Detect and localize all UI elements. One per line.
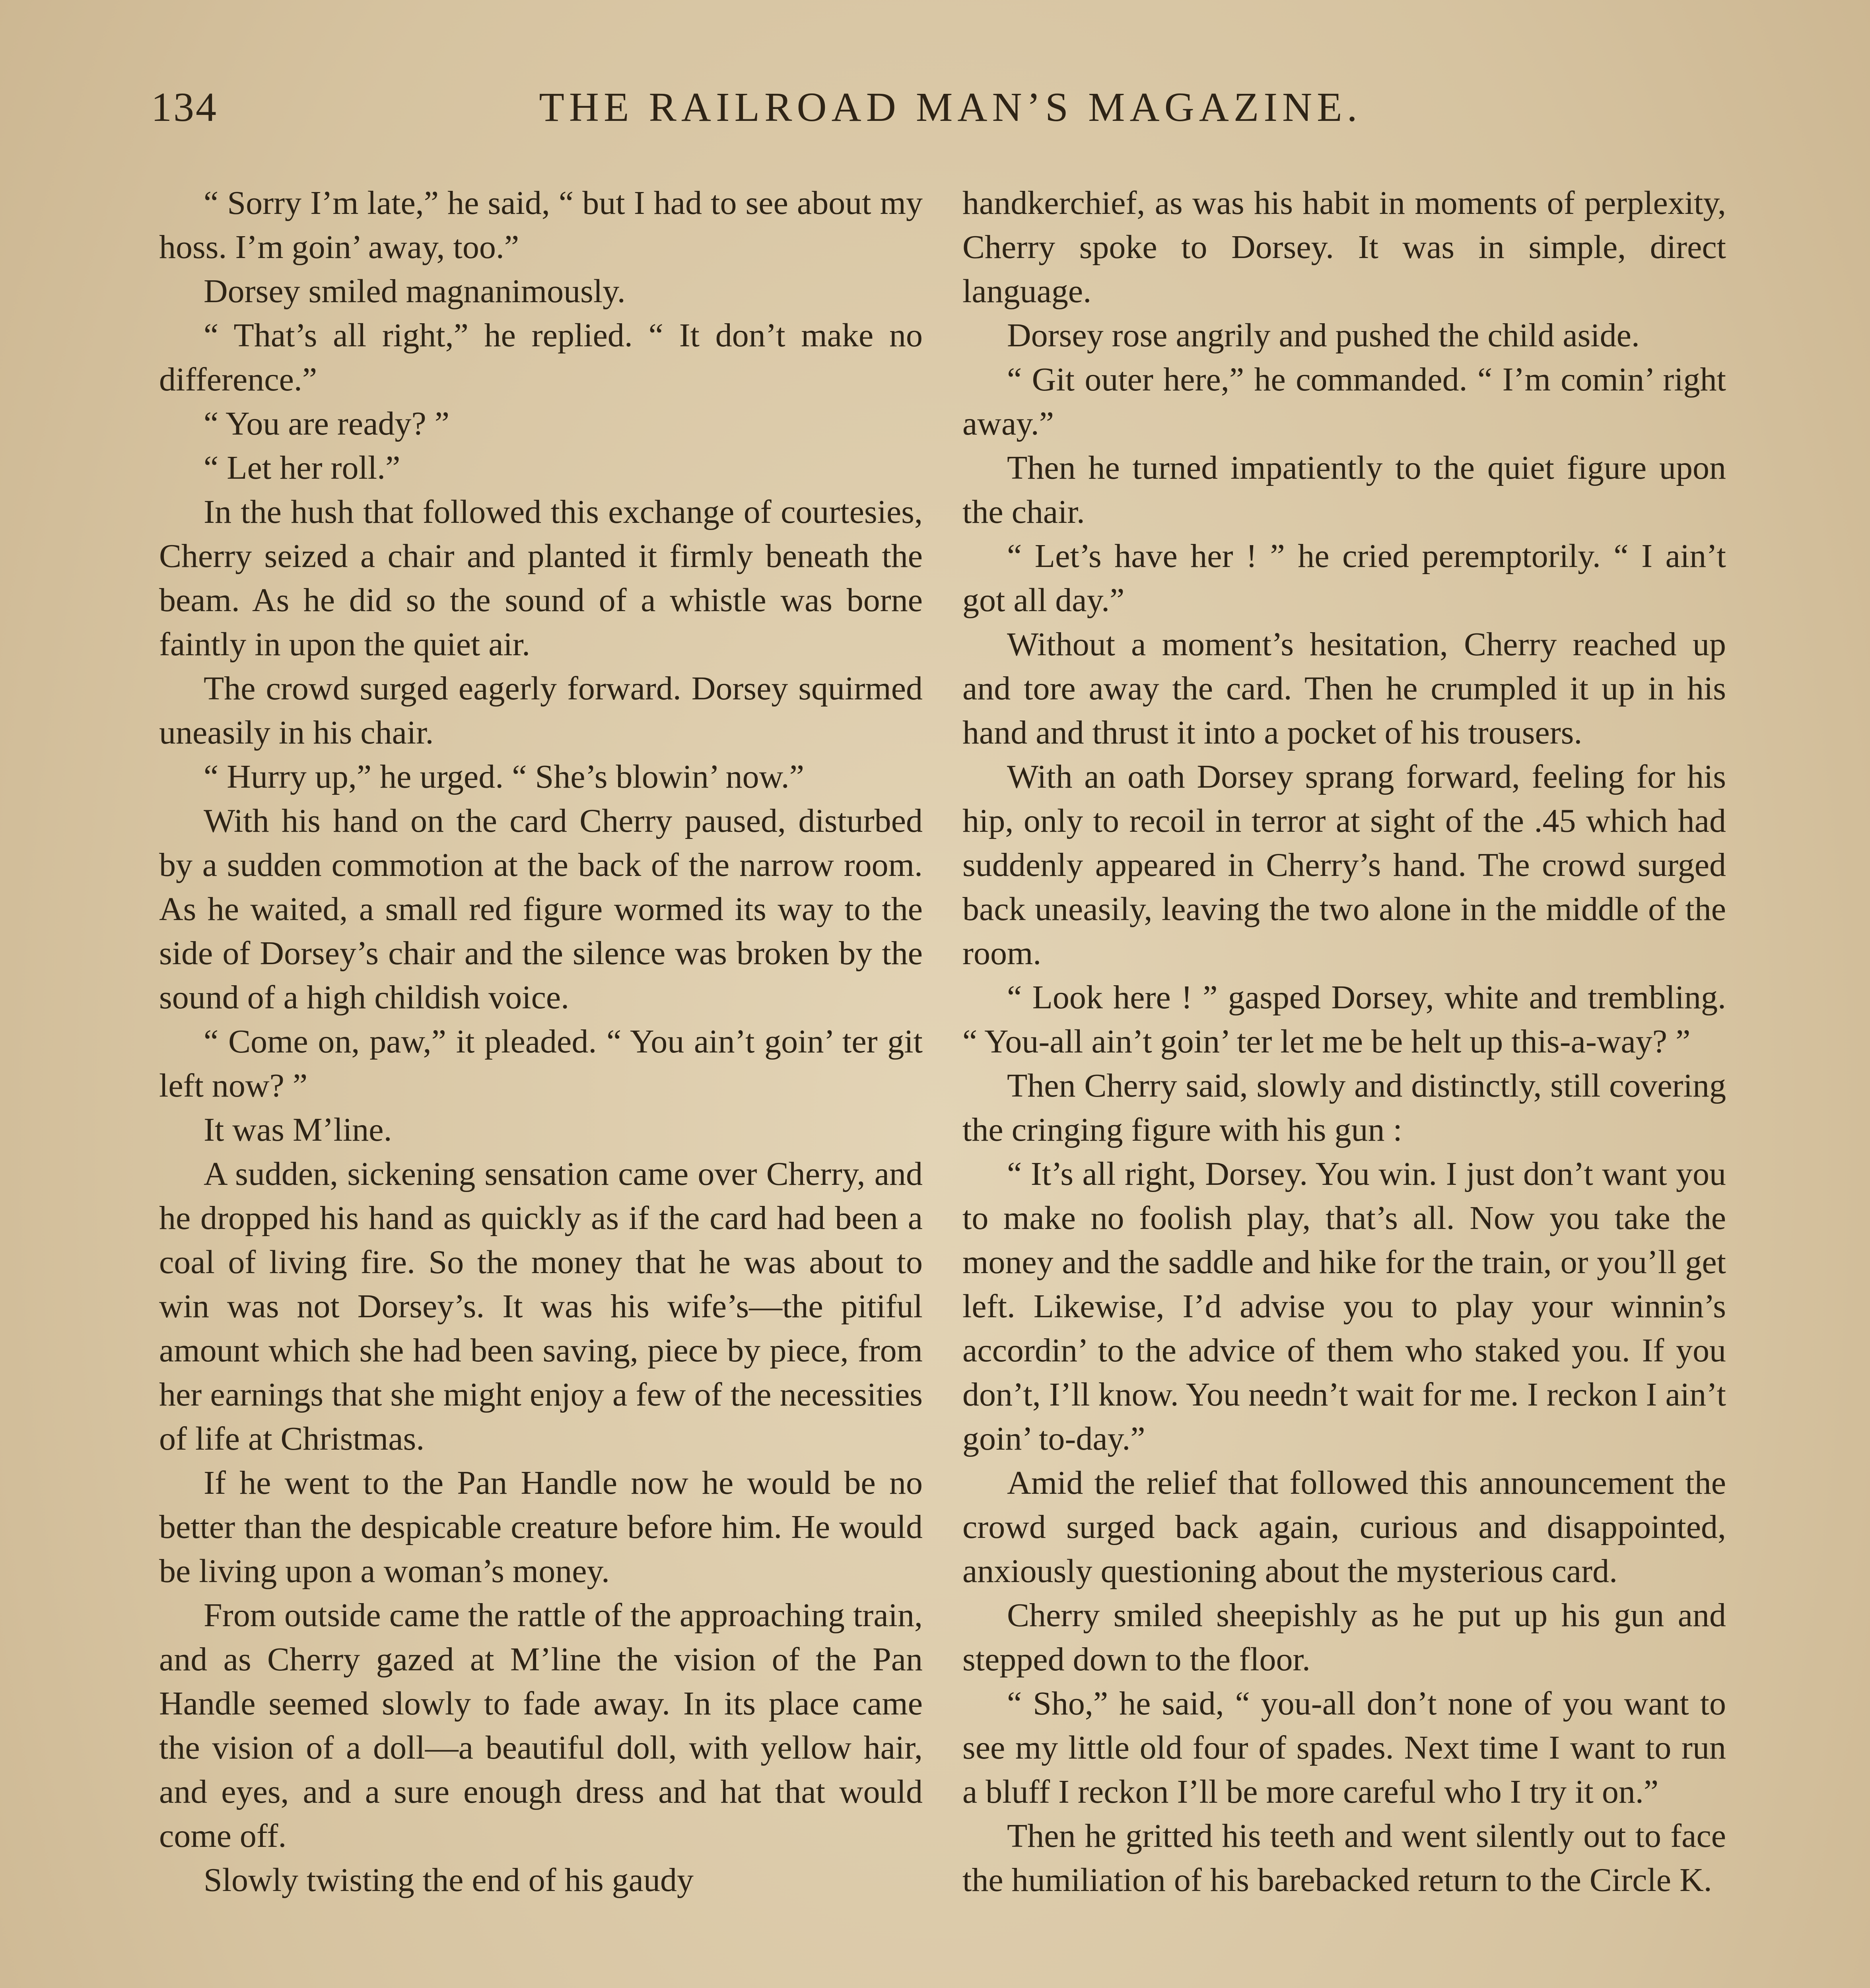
paragraph: “ You are ready? ”	[204, 405, 450, 442]
right-text-column	[962, 181, 1726, 1902]
paragraph: “ Look here ! ” gasped Dorsey, white and trembling. “ You-all ain’t goin’ ter let me be helt up this-a-way? ”	[962, 979, 1726, 1060]
paragraph: Then Cherry said, slowly and distinctly, still covering the cringing figure with his gun :	[962, 1067, 1726, 1148]
paragraph: Dorsey smiled magnanimously.	[204, 273, 626, 310]
paragraph: Then he gritted his teeth and went silently out to face the humiliation of his barebacked return to the Circle K.	[962, 1817, 1726, 1899]
paragraph: With an oath Dorsey sprang forward, feeling for his hip, only to recoil in terror at sight of the .45 which had suddenly appeared in Cherry’s hand. The crowd surged back uneasily, leaving the two alone in the middle of the room.	[962, 758, 1726, 972]
paragraph: Then he turned impatiently to the quiet figure upon the chair.	[962, 449, 1726, 530]
paragraph: “ Let’s have her ! ” he cried peremptorily. “ I ain’t got all day.”	[962, 538, 1726, 619]
paragraph: “ Git outer here,” he commanded. “ I’m comin’ right away.”	[962, 361, 1726, 442]
paragraph: With his hand on the card Cherry paused, disturbed by a sudden commotion at the back of the narrow room. As he waited, a small red figure wormed its way to the side of Dorsey’s chair and the silence was broken by the sound of a high childish voice.	[159, 802, 923, 1016]
paragraph: “ That’s all right,” he replied. “ It don’t make no difference.”	[159, 317, 923, 398]
paragraph: Dorsey rose angrily and pushed the child aside.	[1007, 317, 1640, 354]
paragraph: The crowd surged eagerly forward. Dorsey squirmed uneasily in his chair.	[159, 670, 923, 751]
paragraph: If he went to the Pan Handle now he would be no better than the despicable creature before him. He would be living upon a woman’s money.	[159, 1464, 923, 1590]
paragraph: handkerchief, as was his habit in moments of perplexity, Cherry spoke to Dorsey. It was in simple, direct language.	[962, 184, 1726, 310]
paragraph: From outside came the rattle of the approaching train, and as Cherry gazed at M’line the vision of the Pan Handle seemed slowly to fade away. In its place came the vision of a doll—a beautiful doll, with yellow hair, and eyes, and a sure enough dress and hat that would come off.	[159, 1597, 923, 1854]
paragraph: “ Sorry I’m late,” he said, “ but I had to see about my hoss. I’m goin’ away, too.”	[159, 184, 923, 266]
running-title: THE RAILROAD MAN’S MAGAZINE.	[539, 84, 1362, 130]
paragraph: In the hush that followed this exchange of courtesies, Cherry seized a chair and planted it firmly beneath the beam. As he did so the sound of a whistle was borne faintly in upon the quiet air.	[159, 493, 923, 663]
page-number: 134	[151, 84, 218, 130]
paragraph: Amid the relief that followed this announcement the crowd surged back again, curious and disappointed, anxiously questioning about the mysterious card.	[962, 1464, 1726, 1590]
paragraph: “ Sho,” he said, “ you-all don’t none of you want to see my little old four of spades. Next time I want to run a bluff I reckon I’ll be more careful who I try it on.”	[962, 1685, 1726, 1810]
paragraph: “ Come on, paw,” it pleaded. “ You ain’t goin’ ter git left now? ”	[159, 1023, 923, 1104]
paragraph: “ Hurry up,” he urged. “ She’s blowin’ now.”	[204, 758, 805, 795]
paragraph: A sudden, sickening sensation came over Cherry, and he dropped his hand as quickly as if the card had been a coal of living fire. So the money that he was about to win was not Dorsey’s. It was his wife’s—the pitiful amount which she had been saving, piece by piece, from her earnings that she might enjoy a few of the necessities of life at Christmas.	[159, 1155, 923, 1457]
left-text-column	[159, 181, 923, 1902]
page-header	[151, 83, 1750, 139]
paragraph: It was M’line.	[204, 1111, 392, 1148]
paragraph: Slowly twisting the end of his gaudy	[204, 1862, 694, 1899]
paragraph: “ It’s all right, Dorsey. You win. I just don’t want you to make no foolish play, that’s all. Now you take the money and the saddle and hike for the train, or you’ll get left. Likewise, I’d advise you to play your winnin’s accordin’ to the advice of them who staked you. If you don’t, I’ll know. You needn’t wait for me. I reckon I ain’t goin’ to-day.”	[962, 1155, 1726, 1457]
paragraph: Without a moment’s hesitation, Cherry reached up and tore away the card. Then he crumpled it up in his hand and thrust it into a pocket of his trousers.	[962, 626, 1726, 751]
paragraph: “ Let her roll.”	[204, 449, 400, 486]
paragraph: Cherry smiled sheepishly as he put up his gun and stepped down to the floor.	[962, 1597, 1726, 1678]
